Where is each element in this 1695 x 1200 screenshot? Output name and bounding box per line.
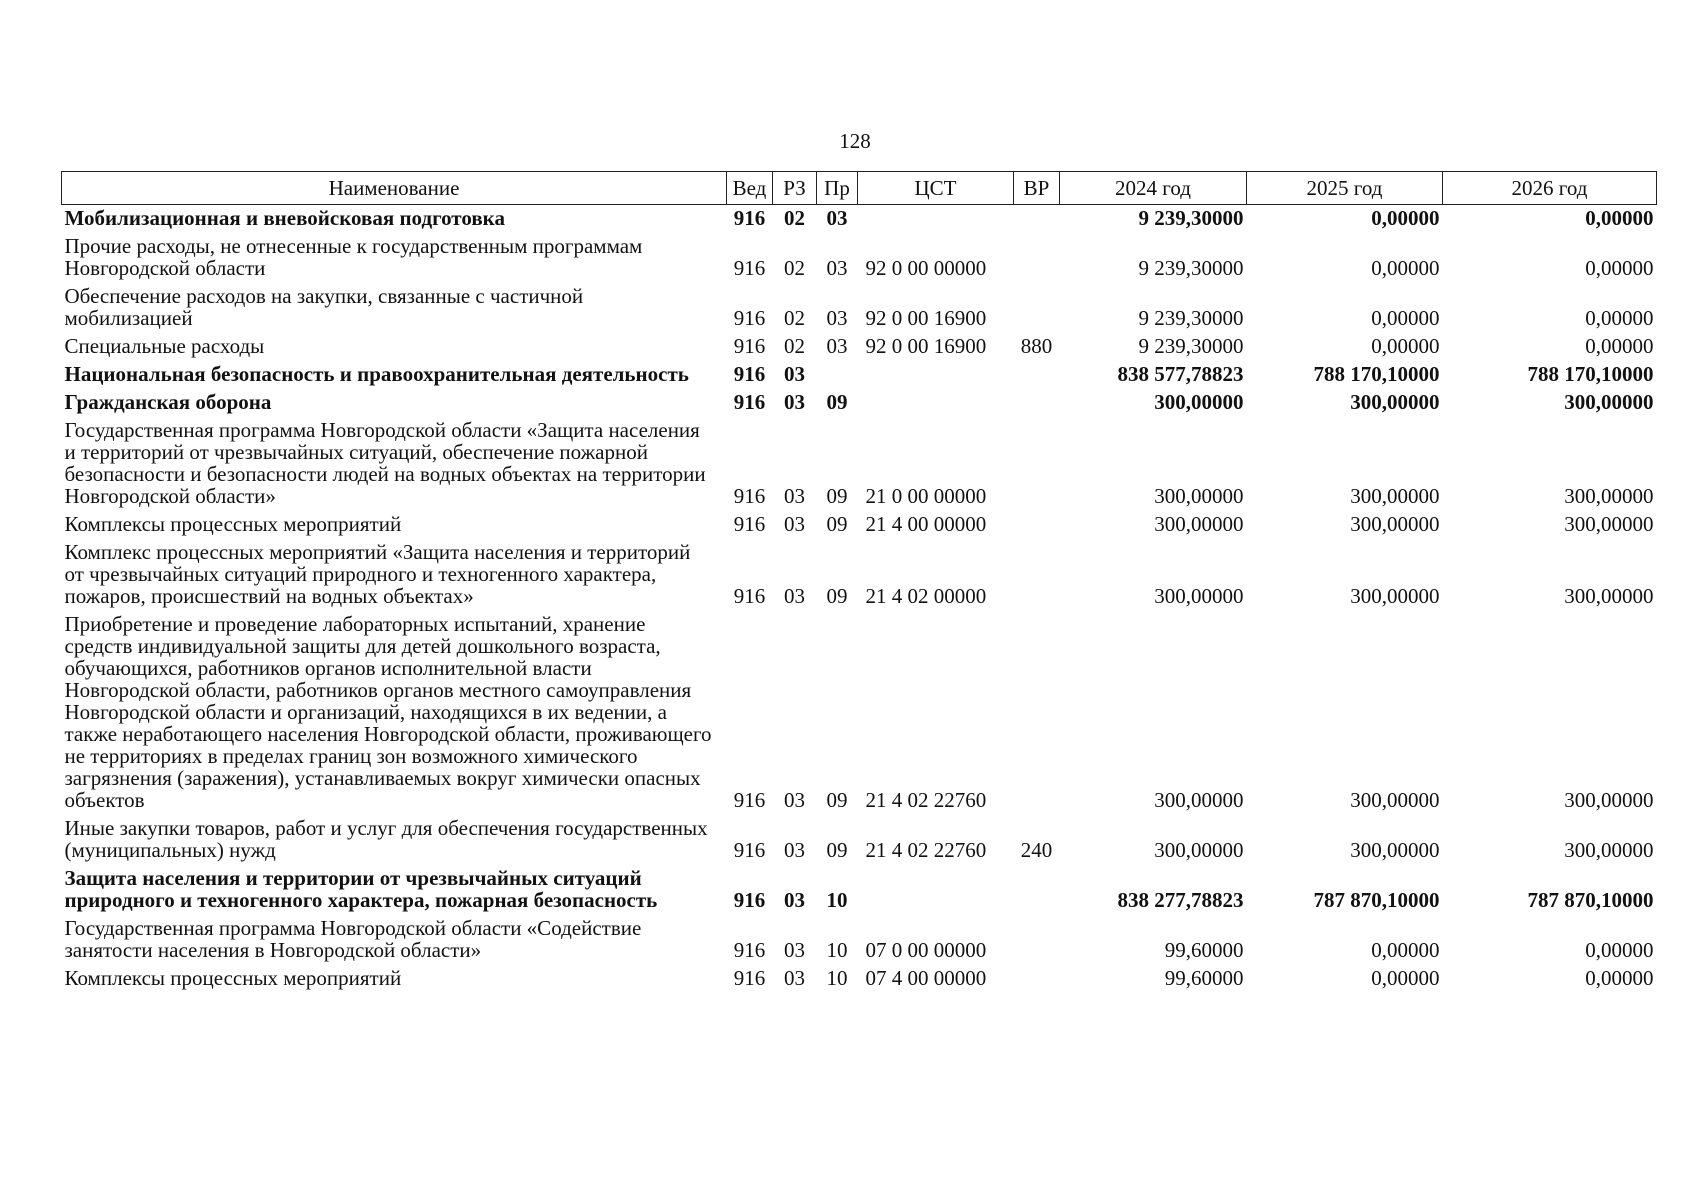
- row-vr: 240: [1020, 838, 1053, 862]
- row-pr: 03: [826, 206, 848, 230]
- row-amount-2025: 300,00000: [1350, 584, 1440, 608]
- row-amount-2026: 0,00000: [1585, 306, 1654, 330]
- row-amount-2024: 300,00000: [1154, 390, 1244, 414]
- row-amount-2024: 838 577,78823: [1117, 362, 1244, 386]
- row-rz: 03: [784, 484, 805, 508]
- header-rz: РЗ: [773, 172, 817, 205]
- row-rz: 02: [784, 206, 805, 230]
- table-row: [62, 539, 1657, 611]
- table-row: [62, 511, 1657, 539]
- table-body: [62, 205, 1657, 994]
- table-row: [62, 815, 1657, 865]
- page-number: 128: [839, 129, 871, 153]
- row-name: Комплексы процессных мероприятий: [64, 966, 402, 990]
- row-name: Специальные расходы: [64, 334, 265, 358]
- row-vr: [1014, 361, 1060, 389]
- table-row: [62, 233, 1657, 283]
- row-name: Защита населения и территории от чрезвычайных ситуаций природного и техногенного характера, пожарная безопасность: [64, 866, 658, 912]
- row-amount-2025: 300,00000: [1350, 838, 1440, 862]
- row-amount-2026: 300,00000: [1564, 390, 1654, 414]
- row-pr: 03: [826, 306, 848, 330]
- row-amount-2024: 300,00000: [1154, 584, 1244, 608]
- row-vr: [1014, 539, 1060, 611]
- table-row: [62, 965, 1657, 993]
- row-ved: 916: [733, 584, 766, 608]
- row-name: Приобретение и проведение лабораторных испытаний, хранение средств индивидуальной защиты для детей дошкольного возраста, обучающихся, работников органов исполнительной власти Новгородской области, работников органов местного самоуправления Новгородской области и организаций, находящихся в их ведении, а также неработающего населения Новгородской области, проживающего не территориях в пределах границ зон возможного химического загрязнения (заражения), устанавливаемых вокруг химически опасных объектов: [64, 612, 712, 812]
- row-pr: [817, 361, 858, 389]
- table-header-row: [62, 172, 1657, 205]
- row-cst: 21 0 00 00000: [865, 484, 987, 508]
- row-amount-2025: 0,00000: [1371, 306, 1440, 330]
- row-cst: 21 4 02 00000: [865, 584, 987, 608]
- row-name: Иные закупки товаров, работ и услуг для обеспечения государственных (муниципальных) нужд: [64, 816, 708, 862]
- header-2024: 2024 год: [1060, 172, 1247, 205]
- row-vr: [1014, 915, 1060, 965]
- row-amount-2024: 99,60000: [1164, 938, 1244, 962]
- row-cst: [858, 205, 1014, 234]
- row-vr: [1014, 865, 1060, 915]
- row-name: Комплекс процессных мероприятий «Защита населения и территорий от чрезвычайных ситуаций природного и техногенного характера, пожаров, происшествий на водных объектах»: [64, 540, 691, 608]
- row-vr: [1014, 965, 1060, 993]
- row-cst: [858, 361, 1014, 389]
- row-vr: [1014, 511, 1060, 539]
- row-cst: 92 0 00 16900: [865, 334, 987, 358]
- row-amount-2024: 300,00000: [1154, 788, 1244, 812]
- row-amount-2026: 0,00000: [1585, 206, 1654, 230]
- row-amount-2024: 300,00000: [1154, 512, 1244, 536]
- row-pr: 09: [826, 484, 848, 508]
- row-cst: [858, 865, 1014, 915]
- row-amount-2026: 300,00000: [1564, 838, 1654, 862]
- row-rz: 03: [784, 938, 805, 962]
- row-amount-2025: 0,00000: [1371, 938, 1440, 962]
- row-pr: 09: [826, 512, 848, 536]
- row-pr: 10: [826, 938, 848, 962]
- row-amount-2024: 9 239,30000: [1138, 256, 1244, 280]
- row-rz: 02: [784, 306, 805, 330]
- row-amount-2024: 99,60000: [1164, 966, 1244, 990]
- row-amount-2025: 0,00000: [1371, 256, 1440, 280]
- row-ved: 916: [733, 788, 766, 812]
- row-vr: [1014, 389, 1060, 417]
- row-amount-2024: 9 239,30000: [1138, 334, 1244, 358]
- row-ved: 916: [733, 390, 766, 414]
- table-row: [62, 915, 1657, 965]
- table-row: [62, 389, 1657, 417]
- table-row: [62, 283, 1657, 333]
- table-row: [62, 361, 1657, 389]
- row-amount-2024: 300,00000: [1154, 484, 1244, 508]
- header-cst: ЦСТ: [858, 172, 1014, 205]
- row-amount-2025: 300,00000: [1350, 512, 1440, 536]
- header-2025: 2025 год: [1247, 172, 1443, 205]
- row-amount-2026: 787 870,10000: [1527, 888, 1654, 912]
- row-rz: 03: [784, 888, 805, 912]
- row-amount-2024: 9 239,30000: [1138, 206, 1244, 230]
- table-row: [62, 865, 1657, 915]
- header-2026: 2026 год: [1443, 172, 1657, 205]
- row-name: Мобилизационная и вневойсковая подготовка: [64, 206, 505, 230]
- table-row: [62, 205, 1657, 234]
- row-cst: 21 4 02 22760: [865, 788, 987, 812]
- table-row: [62, 417, 1657, 511]
- row-amount-2025: 0,00000: [1371, 206, 1440, 230]
- row-name: Гражданская оборона: [64, 390, 272, 414]
- row-name: Прочие расходы, не отнесенные к государственным программам Новгородской области: [64, 234, 643, 280]
- row-amount-2026: 300,00000: [1564, 512, 1654, 536]
- row-pr: 10: [826, 966, 848, 990]
- row-amount-2026: 300,00000: [1564, 484, 1654, 508]
- row-amount-2024: 9 239,30000: [1138, 306, 1244, 330]
- row-amount-2026: 0,00000: [1585, 966, 1654, 990]
- row-cst: 21 4 00 00000: [865, 512, 987, 536]
- row-ved: 916: [733, 966, 766, 990]
- header-name: Наименование: [62, 172, 727, 205]
- row-ved: 916: [733, 838, 766, 862]
- row-rz: 03: [784, 362, 805, 386]
- row-cst: 07 4 00 00000: [865, 966, 987, 990]
- row-amount-2025: 300,00000: [1350, 788, 1440, 812]
- row-rz: 03: [784, 584, 805, 608]
- row-cst: 21 4 02 22760: [865, 838, 987, 862]
- row-ved: 916: [733, 512, 766, 536]
- row-pr: 09: [826, 788, 848, 812]
- row-pr: 09: [826, 390, 848, 414]
- row-amount-2026: 300,00000: [1564, 788, 1654, 812]
- row-ved: 916: [733, 306, 766, 330]
- row-name: Государственная программа Новгородской области «Содействие занятости населения в Новгородской области»: [64, 916, 642, 962]
- row-amount-2025: 300,00000: [1350, 484, 1440, 508]
- row-name: Комплексы процессных мероприятий: [64, 512, 402, 536]
- row-amount-2026: 0,00000: [1585, 334, 1654, 358]
- row-ved: 916: [733, 256, 766, 280]
- row-amount-2024: 838 277,78823: [1117, 888, 1244, 912]
- table-row: [62, 333, 1657, 361]
- row-vr: [1014, 205, 1060, 234]
- row-ved: 916: [733, 888, 766, 912]
- row-cst: 92 0 00 16900: [865, 306, 987, 330]
- row-ved: 916: [733, 938, 766, 962]
- row-rz: 03: [784, 788, 805, 812]
- row-name: Государственная программа Новгородской области «Защита населения и территорий от чрезвычайных ситуаций, обеспечение пожарной безопасности и безопасности людей на водных объектах на территории Новгородской области»: [64, 418, 706, 508]
- row-rz: 03: [784, 838, 805, 862]
- table-row: [62, 611, 1657, 815]
- row-amount-2025: 0,00000: [1371, 966, 1440, 990]
- row-rz: 02: [784, 256, 805, 280]
- row-rz: 03: [784, 512, 805, 536]
- row-ved: 916: [733, 206, 766, 230]
- row-vr: [1014, 233, 1060, 283]
- row-rz: 03: [784, 966, 805, 990]
- row-name: Обеспечение расходов на закупки, связанные с частичной мобилизацией: [64, 284, 584, 330]
- row-pr: 03: [826, 334, 848, 358]
- row-rz: 02: [784, 334, 805, 358]
- row-vr: [1014, 417, 1060, 511]
- row-pr: 09: [826, 838, 848, 862]
- header-ved: Вед: [727, 172, 773, 205]
- row-name: Национальная безопасность и правоохранительная деятельность: [64, 362, 689, 386]
- row-cst: 92 0 00 00000: [865, 256, 987, 280]
- row-amount-2025: 788 170,10000: [1313, 362, 1440, 386]
- header-pr: Пр: [817, 172, 858, 205]
- row-pr: 03: [826, 256, 848, 280]
- row-amount-2026: 0,00000: [1585, 256, 1654, 280]
- row-amount-2026: 300,00000: [1564, 584, 1654, 608]
- row-amount-2026: 0,00000: [1585, 938, 1654, 962]
- row-amount-2025: 787 870,10000: [1313, 888, 1440, 912]
- row-ved: 916: [733, 484, 766, 508]
- row-rz: 03: [784, 390, 805, 414]
- row-vr: [1014, 611, 1060, 815]
- header-vr: ВР: [1014, 172, 1060, 205]
- row-vr: [1014, 283, 1060, 333]
- row-amount-2026: 788 170,10000: [1527, 362, 1654, 386]
- row-amount-2025: 0,00000: [1371, 334, 1440, 358]
- row-amount-2025: 300,00000: [1350, 390, 1440, 414]
- row-ved: 916: [733, 334, 766, 358]
- row-pr: 10: [826, 888, 848, 912]
- row-amount-2024: 300,00000: [1154, 838, 1244, 862]
- row-cst: [858, 389, 1014, 417]
- budget-table: [61, 171, 1657, 993]
- row-pr: 09: [826, 584, 848, 608]
- row-ved: 916: [733, 362, 766, 386]
- row-cst: 07 0 00 00000: [865, 938, 987, 962]
- row-vr: 880: [1020, 334, 1053, 358]
